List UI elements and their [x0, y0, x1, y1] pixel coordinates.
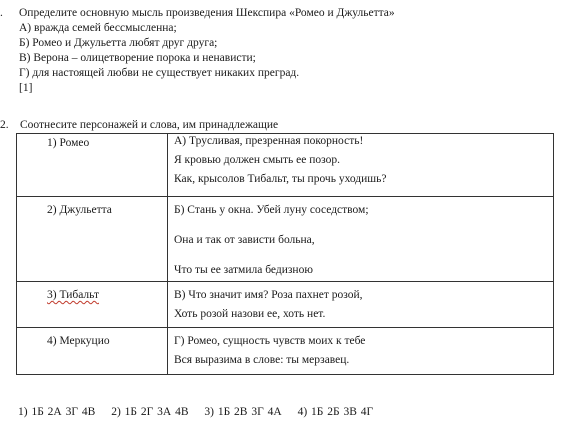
character-name: 2) Джульетта: [47, 204, 112, 216]
question-2-title: Соотнесите персонажей и слова, им принадлежащие: [20, 119, 279, 131]
character-cell: [17, 328, 168, 375]
quote-line: Что ты ее затмила бедизною: [174, 264, 313, 276]
question-1-number: .: [0, 7, 3, 19]
quote-line: А) Трусливая, презренная покорность!: [174, 135, 364, 147]
option-d: Г) для настоящей любви не существует никаких преград.: [19, 67, 300, 79]
quote-cell: [168, 134, 554, 197]
quote-line: Я кровью должен смыть ее позор.: [174, 154, 340, 166]
answer-options: [18, 405, 385, 420]
character-name-text: 3) Тибальт: [47, 289, 99, 301]
answer-option: 4) 1Б 2Б 3В 4Г: [297, 406, 374, 418]
character-name: 1) Ромео: [47, 137, 90, 149]
table-row: [17, 197, 554, 282]
character-cell: [17, 282, 168, 328]
question-2-number: 2.: [0, 119, 9, 131]
character-name: [17, 282, 167, 303]
option-a: А) вражда семей бессмысленна;: [19, 22, 177, 34]
character-cell: [17, 134, 168, 197]
quote-cell: [168, 282, 554, 328]
answer-option: 1) 1Б 2А 3Г 4В: [18, 406, 96, 418]
quote-line: Б) Стань у окна. Убей луну соседством;: [174, 204, 369, 216]
quote-cell: [168, 328, 554, 375]
quote-line: Хоть розой назови ее, хоть нет.: [174, 308, 326, 320]
character-name: 4) Меркуцио: [47, 335, 110, 347]
mark-value: [1]: [19, 82, 33, 94]
quote-line: Она и так от зависти больна,: [174, 234, 315, 246]
matching-table: [16, 133, 554, 375]
quote-cell: [168, 197, 554, 282]
table-row: [17, 134, 554, 197]
quote-line: Г) Ромео, сущность чувств моих к тебе: [174, 335, 366, 347]
character-cell: [17, 197, 168, 282]
table-row: [17, 282, 554, 328]
table-row: [17, 328, 554, 375]
option-b: Б) Ромео и Джульетта любят друг друга;: [19, 37, 218, 49]
quote-line: Вся выразима в слове: ты мерзавец.: [174, 354, 350, 366]
question-1-title: Определите основную мысль произведения Шекспира «Ромео и Джульетта»: [19, 7, 395, 19]
option-c: В) Верона – олицетворение порока и ненависти;: [19, 52, 256, 64]
answer-option: 2) 1Б 2Г 3А 4В: [111, 406, 189, 418]
answer-option: 3) 1Б 2В 3Г 4А: [204, 406, 282, 418]
quote-line: В) Что значит имя? Роза пахнет розой,: [174, 289, 363, 301]
quote-line: Как, крысолов Тибальт, ты прочь уходишь?: [174, 173, 387, 185]
